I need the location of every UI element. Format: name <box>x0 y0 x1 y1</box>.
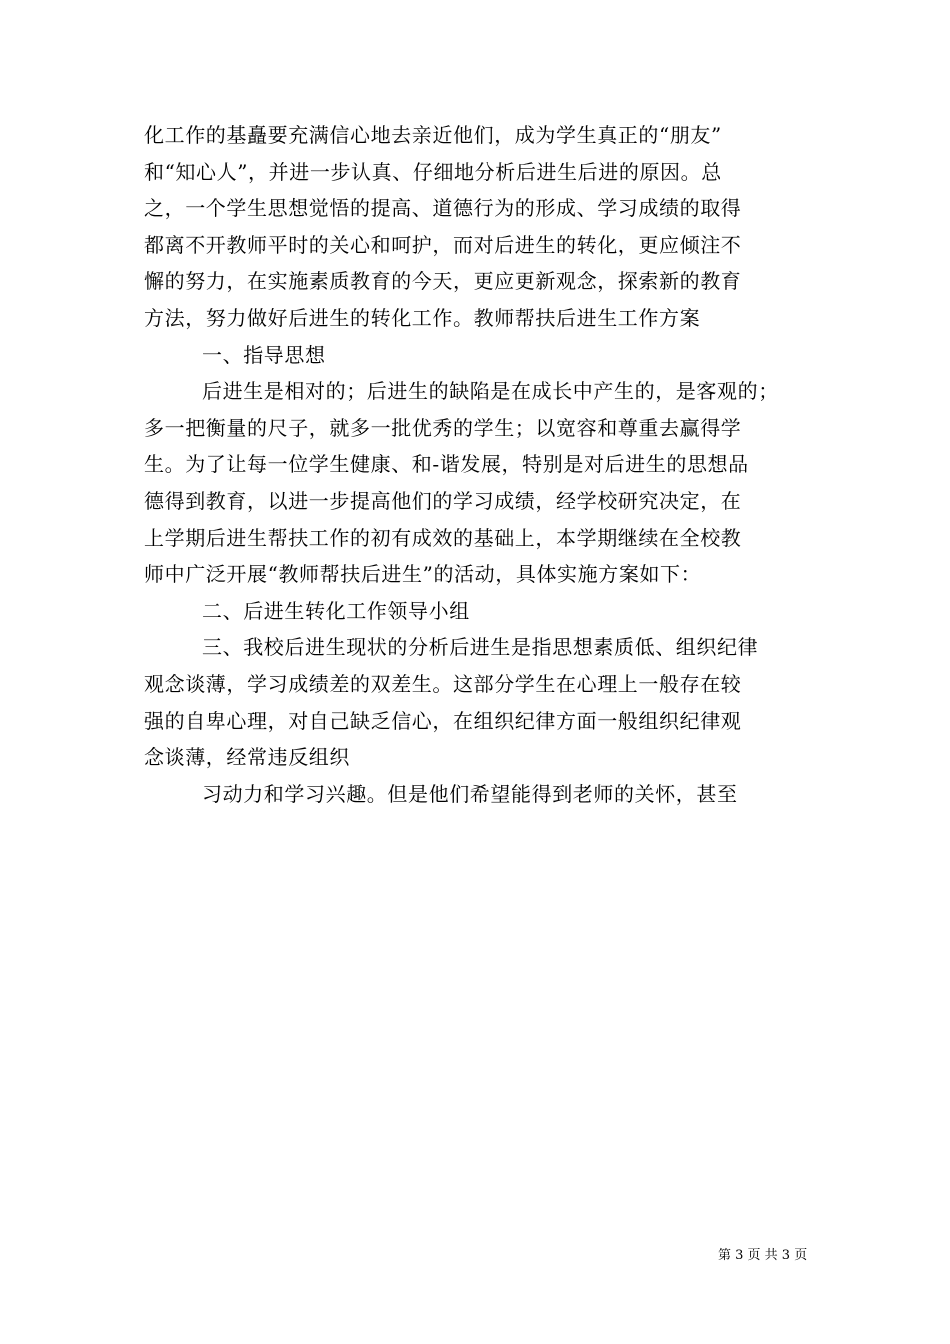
section-heading: 一、指导思想 <box>202 342 326 367</box>
text-line: 懈的努力，在实施素质教育的今天，更应更新观念，探索新的教育 <box>144 269 742 294</box>
text-line: 德得到教育，以进一步提高他们的学习成绩，经学校研究决定，在 <box>144 488 742 513</box>
text-line: 观念谈薄，学习成绩差的双差生。这部分学生在心理上一般存在较 <box>144 671 742 696</box>
text-line: 化工作的基矗要充满信心地去亲近他们，成为学生真正的“朋友” <box>144 123 722 147</box>
text-line: 念谈薄，经常违反组织 <box>144 745 350 770</box>
text-line: 三、我校后进生现状的分析后进生是指思想素质低、组织纪律 <box>202 635 759 660</box>
text-line: 师中广泛开展“教师帮扶后进生”的活动，具体实施方案如下： <box>144 562 702 587</box>
section-heading: 二、后进生转化工作领导小组 <box>202 598 470 623</box>
text-line: 之，一个学生思想觉悟的提高、道德行为的形成、学习成绩的取得 <box>144 196 742 221</box>
text-line: 后进生是相对的；后进生的缺陷是在成长中产生的，是客观的； <box>202 379 779 404</box>
body-text <box>144 117 809 812</box>
text-line: 习动力和学习兴趣。但是他们希望能得到老师的关怀，甚至 <box>202 781 738 806</box>
text-line: 上学期后进生帮扶工作的初有成效的基础上，本学期继续在全校教 <box>144 525 742 550</box>
text-line: 强的自卑心理，对自己缺乏信心，在组织纪律方面一般组织纪律观 <box>144 708 742 733</box>
page-number-footer: 第 3 页 共 3 页 <box>718 1248 808 1263</box>
text-line: 方法，努力做好后进生的转化工作。教师帮扶后进生工作方案 <box>144 305 701 330</box>
text-line: 都离不开教师平时的关心和呵护，而对后进生的转化，更应倾注不 <box>144 232 742 257</box>
text-line: 多一把衡量的尺子，就多一批优秀的学生；以宽容和尊重去赢得学 <box>144 415 742 440</box>
text-line: 和“知心人”，并进一步认真、仔细地分析后进生后进的原因。总 <box>144 159 722 184</box>
text-line: 生。为了让每一位学生健康、和-谐发展，特别是对后进生的思想品 <box>144 452 749 477</box>
